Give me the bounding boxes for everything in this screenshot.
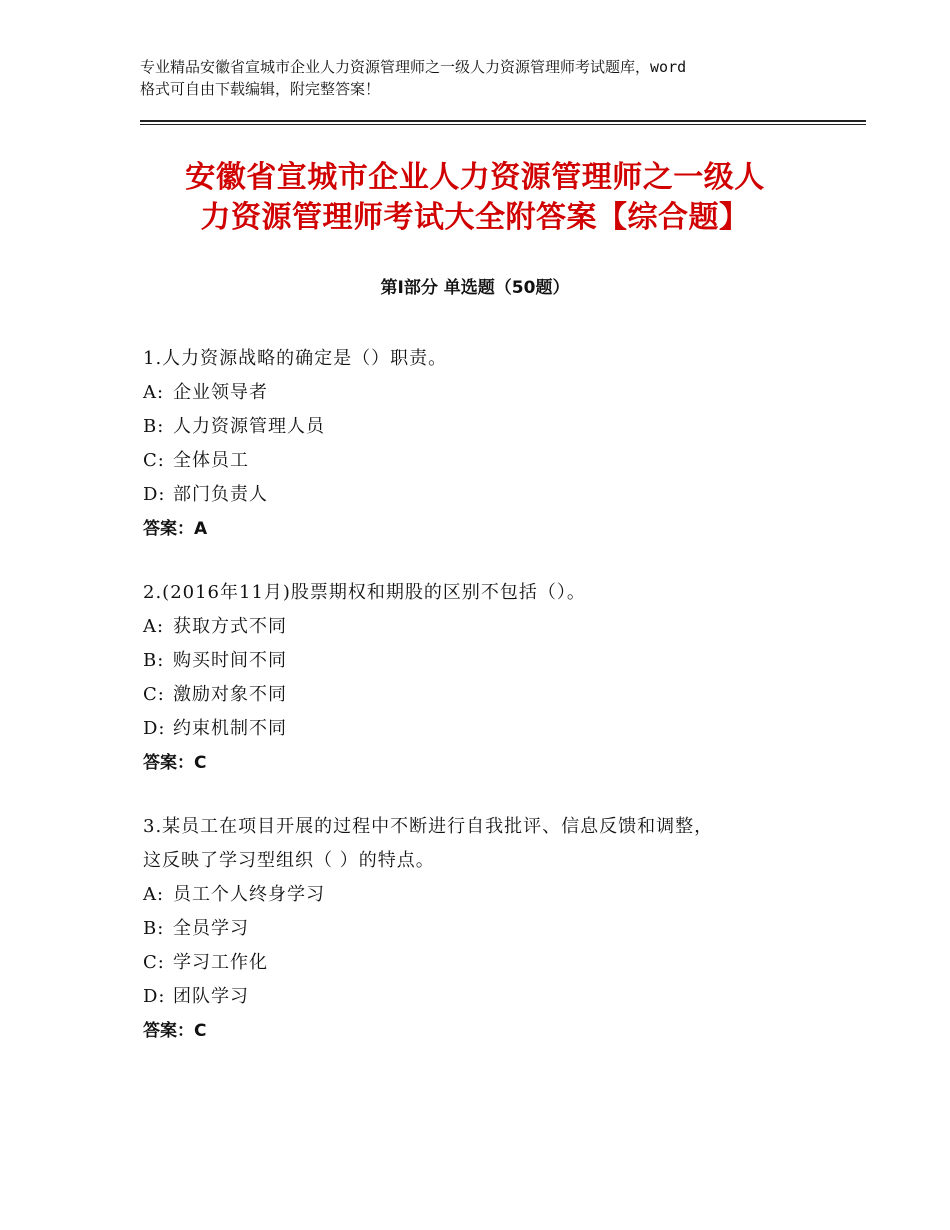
document-title-line-2: 力资源管理师考试大全附答案【综合题】: [200, 200, 750, 235]
option-text: 激励对象不同: [173, 684, 287, 705]
option-letter: B:: [143, 416, 165, 437]
option-text: 人力资源管理人员: [173, 416, 325, 437]
header-note-line-2: 格式可自由下载编辑，附完整答案！: [140, 80, 381, 98]
header-note-line-1: 专业精品安徽省宣城市企业人力资源管理师之一级人力资源管理师考试题库，word: [140, 58, 687, 76]
question-list: [143, 342, 843, 1078]
option-letter: D:: [143, 484, 166, 505]
header-note: [140, 56, 840, 100]
option-text: 购买时间不同: [173, 650, 287, 671]
option-letter: C:: [143, 450, 165, 471]
option-letter: A:: [143, 884, 165, 905]
option-letter: A:: [143, 616, 165, 637]
option-letter: D:: [143, 718, 166, 739]
option-text: 学习工作化: [173, 952, 268, 973]
document-title-line-1: 安徽省宣城市企业人力资源管理师之一级人: [185, 160, 765, 195]
option-b: [143, 644, 843, 678]
option-letter: B:: [143, 918, 165, 939]
option-a: [143, 376, 843, 410]
option-text: 部门负责人: [173, 484, 268, 505]
option-text: 团队学习: [173, 986, 249, 1007]
option-d: [143, 712, 843, 746]
question-stem-line: 1.人力资源战略的确定是（）职责。: [143, 348, 448, 369]
option-c: [143, 444, 843, 478]
question-item: [143, 342, 843, 546]
question-stem: [143, 810, 843, 878]
option-a: [143, 610, 843, 644]
option-text: 全员学习: [173, 918, 249, 939]
divider-thick-line: [140, 120, 866, 122]
option-d: [143, 478, 843, 512]
question-stem: [143, 342, 843, 376]
question-stem-line: 2.(2016年11月)股票期权和期股的区别不包括（）。: [143, 582, 586, 603]
option-letter: C:: [143, 952, 165, 973]
option-text: 企业领导者: [173, 382, 268, 403]
question-item: [143, 810, 843, 1048]
option-d: [143, 980, 843, 1014]
option-text: 员工个人终身学习: [173, 884, 325, 905]
question-stem-line: 这反映了学习型组织（ ）的特点。: [143, 850, 435, 871]
section-heading: 第Ⅰ部分 单选题（50题）: [380, 278, 570, 298]
option-letter: C:: [143, 684, 165, 705]
option-c: [143, 946, 843, 980]
option-letter: D:: [143, 986, 166, 1007]
option-letter: A:: [143, 382, 165, 403]
option-text: 约束机制不同: [173, 718, 287, 739]
document-title: [60, 158, 890, 238]
header-divider: [140, 120, 866, 125]
divider-thin-line: [140, 124, 866, 125]
option-b: [143, 410, 843, 444]
question-stem-line: 3.某员工在项目开展的过程中不断进行自我批评、信息反馈和调整，: [143, 816, 714, 837]
option-text: 全体员工: [173, 450, 249, 471]
question-item: [143, 576, 843, 780]
option-b: [143, 912, 843, 946]
option-letter: B:: [143, 650, 165, 671]
option-a: [143, 878, 843, 912]
option-c: [143, 678, 843, 712]
answer-label: 答案：C: [143, 1021, 207, 1041]
option-text: 获取方式不同: [173, 616, 287, 637]
answer-label: 答案：A: [143, 519, 208, 539]
answer-label: 答案：C: [143, 753, 207, 773]
question-stem: [143, 576, 843, 610]
